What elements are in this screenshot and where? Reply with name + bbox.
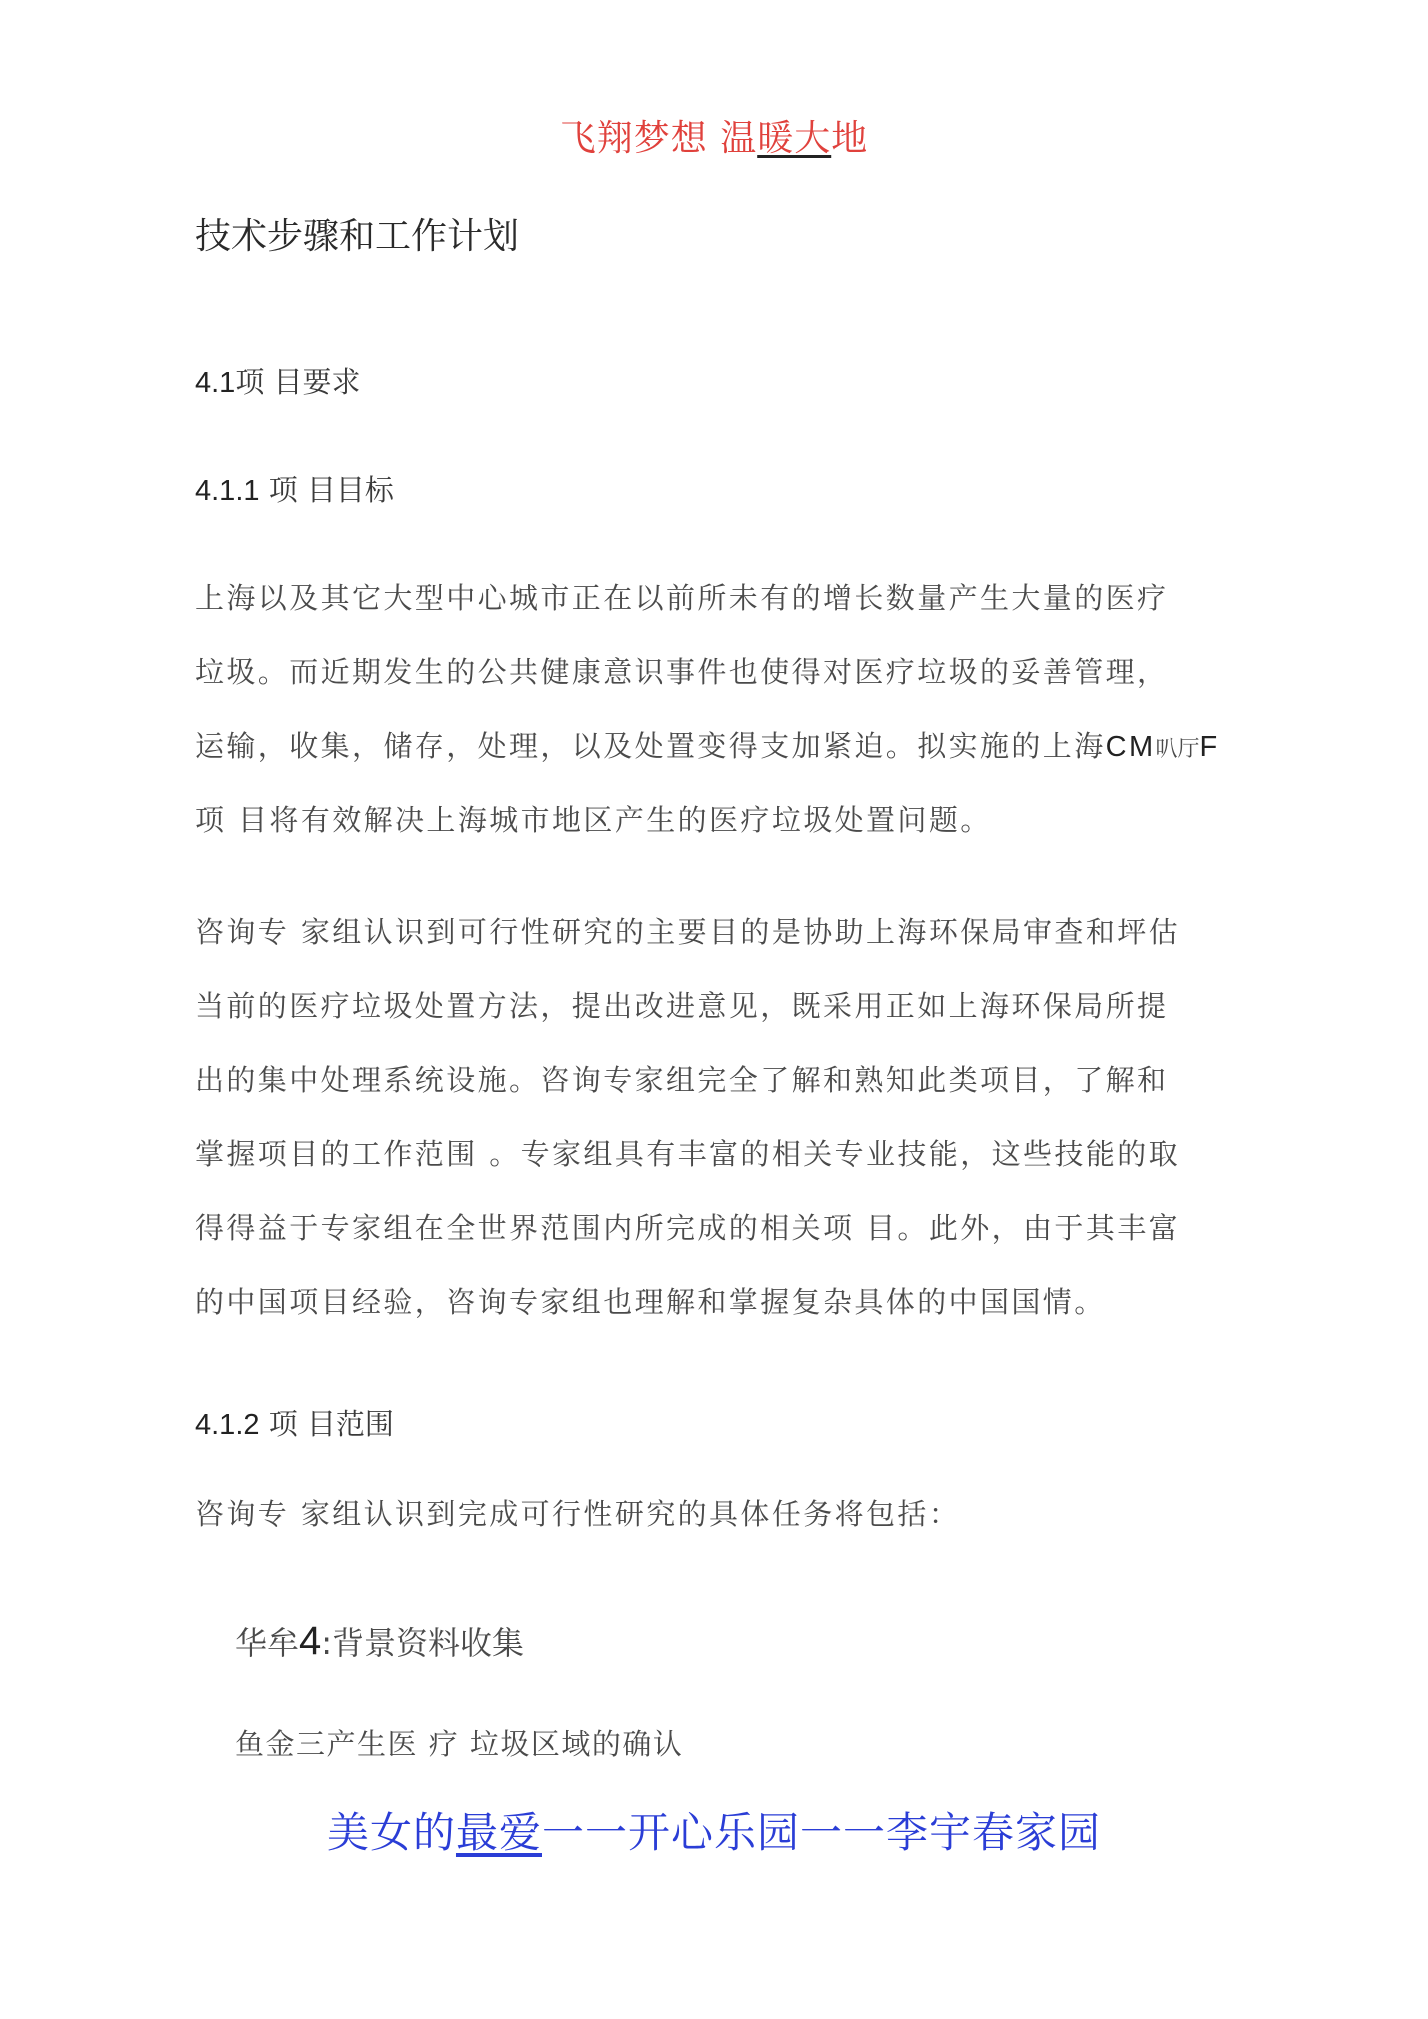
section-heading-4-1-2: 4.1.2 项 目范围 [195,1407,394,1441]
paragraph-line: 垃圾。而近期发生的公共健康意识事件也使得对医疗垃圾的妥善管理， [195,655,1169,689]
paragraph-line: 项 目将有效解决上海城市地区产生的医疗垃圾处置问题。 [195,803,992,837]
paragraph-line: 的中国项目经验，咨询专家组也理解和掌握复杂具体的中国国情。 [195,1285,1106,1319]
paragraph-line: 当前的医疗垃圾处置方法，提出改进意见，既采用正如上海环保局所提 [195,989,1169,1023]
scope-item-area-identification: 鱼金三产生医 疗 垃圾区域的确认 [235,1727,684,1761]
paragraph-project-goal [195,561,1255,857]
paragraph-line: 得得益于专家组在全世界范围内所完成的相关项 目。此外，由于其丰富 [195,1211,1181,1245]
paragraph-line: 咨询专 家组认识到可行性研究的主要目的是协助上海环保局审查和坪估 [195,915,1181,949]
paragraph-line: 运输，收集，储存，处理，以及处置变得支加紧迫。拟实施的上海CM叭厅F [195,729,1220,763]
document-title: 技术步骤和工作计划 [195,216,520,257]
section-heading-4-1: 4.1项 目要求 [195,365,361,399]
scope-intro: 咨询专 家组认识到完成可行性研究的具体任务将包括： [195,1497,961,1531]
scope-item-background-data: 华牟4:背景资料收集 [235,1619,525,1663]
paragraph-line: 出的集中处理系统设施。咨询专家组完全了解和熟知此类项目，了解和 [195,1063,1169,1097]
section-heading-4-1-1: 4.1.1 项 目目标 [195,473,394,507]
paragraph-line: 掌握项目的工作范围 。专家组具有丰富的相关专业技能，这些技能的取 [195,1137,1181,1171]
paragraph-consultant-expertise [195,895,1255,1339]
paragraph-line: 上海以及其它大型中心城市正在以前所未有的增长数量产生大量的医疗 [195,581,1169,615]
page-header: 飞翔梦想 温暖大地 [559,118,869,159]
page-footer: 美女的最爱一一开心乐园一一李宇春家园 [326,1808,1102,1857]
